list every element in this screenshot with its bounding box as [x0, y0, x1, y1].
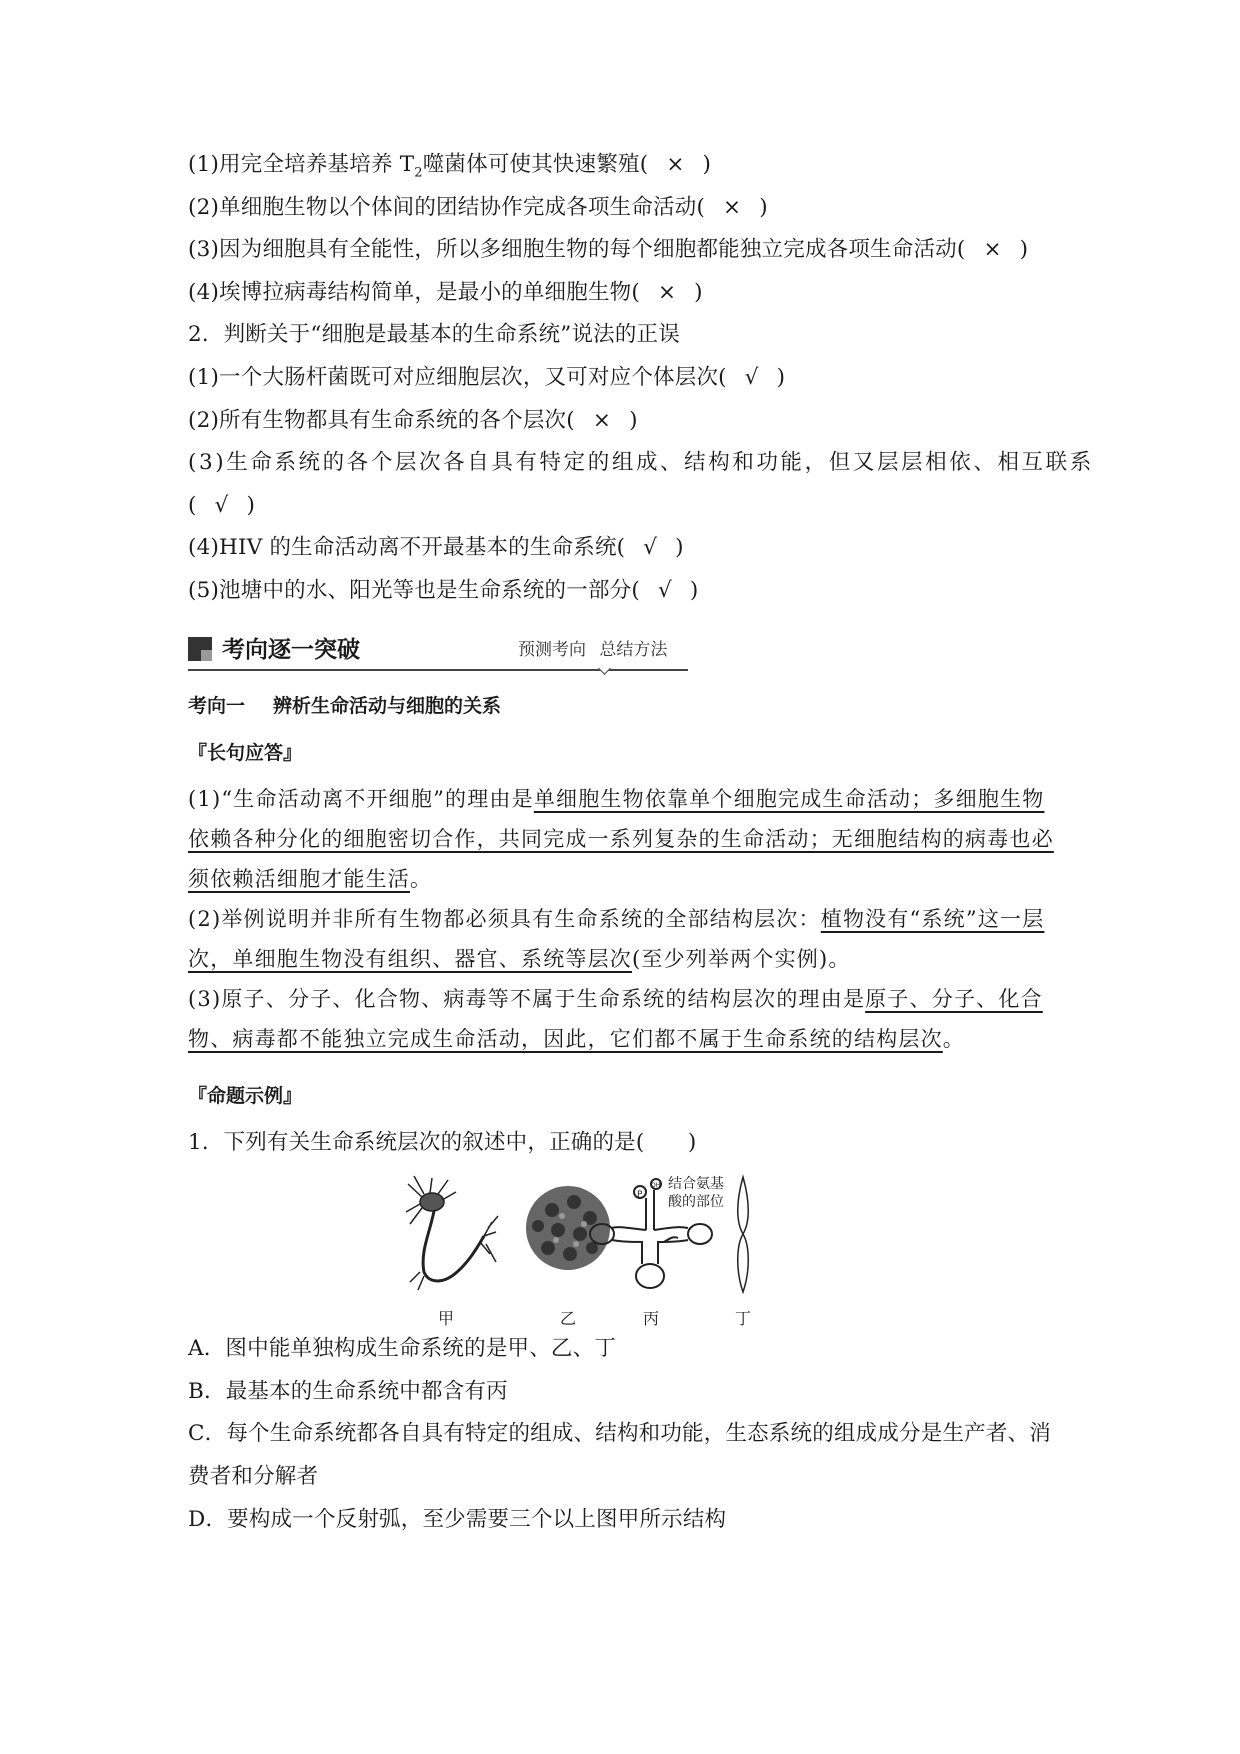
neuron-figure [400, 1172, 500, 1297]
answer-mark: √ [643, 535, 658, 561]
section-square-icon [188, 637, 212, 661]
answer-underline: 原子、分子、化合物、病毒都不能独立完成生命活动，因此，它们都不属于生命系统的结构层次 [188, 986, 1043, 1051]
answer-underline: 单细胞生物依靠单个细胞完成生命活动；多细胞生物依赖各种分化的细胞密切合作，共同完成一系列复杂的生命活动；无细胞结构的病毒也必须依赖活细胞才能生活 [188, 786, 1054, 891]
answer-mark: × [657, 279, 677, 305]
q1-item-4: (4)埃博拉病毒结构简单，是最小的单细胞生物( × ) [188, 272, 1060, 315]
answer-mark: √ [214, 492, 229, 518]
q1-item-2: (2)单细胞生物以个体间的团结协作完成各项生命活动( × ) [188, 187, 1060, 230]
q2-item-3: (3)生命系统的各个层次各自具有特定的组成、结构和功能，但又层层相依、相互联系 [188, 450, 1094, 476]
kaoxiang-heading: 考向一 辨析生命活动与细胞的关系 [188, 694, 502, 717]
answer-mark: √ [657, 577, 672, 603]
document-page [188, 144, 1094, 1541]
section-header [188, 627, 1060, 673]
figure-label-yi: 乙 [560, 1309, 577, 1329]
annotation-line-2: 酸的部位 [668, 1194, 724, 1211]
q2-item-3-cont: ( √ ) [188, 485, 1060, 528]
option-c: C．每个生命系统都各自具有特定的组成、结构和功能，生态系统的组成成分是生产者、消费者和分解者 [188, 1421, 1051, 1489]
q2-item-1: (1)一个大肠杆菌既可对应细胞层次，又可对应个体层次( √ ) [188, 357, 1060, 400]
section-divider [188, 669, 688, 671]
option-b: B．最基本的生命系统中都含有丙 [188, 1378, 508, 1404]
question-1: 1．下列有关生命系统层次的叙述中，正确的是( ) [188, 1129, 697, 1155]
long-answer-3: (3)原子、分子、化合物、病毒等不属于生命系统的结构层次的理由是原子、分子、化合物、病毒都不能独立完成生命活动，因此，它们都不属于生命系统的结构层次。 [188, 986, 1043, 1051]
option-a: A．图中能单独构成生命系统的是甲、乙、丁 [188, 1336, 617, 1362]
answer-mark: × [723, 194, 742, 220]
q2-list [188, 357, 1094, 613]
section-title: 考向逐一突破 [222, 636, 360, 663]
q2-item-4: (4)HIV 的生命活动离不开最基本的生命系统( √ ) [188, 527, 1060, 570]
answer-mark: × [592, 407, 612, 433]
q1-item-3: (3)因为细胞具有全能性，所以多细胞生物的每个细胞都能独立完成各项生命活动( × ) [188, 229, 1060, 272]
oh-label: OH [651, 1182, 661, 1190]
long-answer-1: (1)“生命活动离不开细胞”的理由是单细胞生物依靠单个细胞完成生命活动；多细胞生物依赖各种分化的细胞密切合作，共同完成一系列复杂的生命活动；无细胞结构的病毒也必须依赖活细胞才能生活。 [188, 786, 1054, 891]
q2-title: 2．判断关于“细胞是最基本的生命系统”说法的正误 [188, 322, 680, 348]
long-answer-heading: 『长句应答』 [188, 741, 303, 764]
answer-mark: × [666, 152, 685, 177]
q2-item-5: (5)池塘中的水、阳光等也是生命系统的一部分( √ ) [188, 570, 1060, 613]
q2-item-2: (2)所有生物都具有生命系统的各个层次( × ) [188, 400, 1060, 443]
chromosome-figure [728, 1172, 758, 1297]
p-label: P [637, 1190, 643, 1201]
figure-label-ding: 丁 [735, 1309, 752, 1329]
figure-label-jia: 甲 [438, 1309, 455, 1329]
answer-mark: √ [744, 364, 759, 390]
options-list [188, 1328, 1060, 1541]
long-answer-2: (2)举例说明并非所有生物都必须具有生命系统的全部结构层次：植物没有“系统”这一层次，单细胞生物没有组织、器官、系统等层次(至少列举两个实例)。 [188, 906, 1045, 971]
answer-underline: 植物没有“系统”这一层次，单细胞生物没有组织、器官、系统等层次 [188, 906, 1045, 971]
q1-item-1: (1)用完全培养基培养 $T_2$噬菌体可使其快速繁殖( × ) [188, 144, 1060, 187]
figure-label-bing: 丙 [643, 1309, 660, 1329]
q1-list [188, 144, 1060, 314]
question-figure [188, 1172, 1060, 1329]
answer-mark: × [983, 237, 1002, 263]
section-subtitle: 预测考向 总结方法 [518, 639, 668, 660]
example-heading: 『命题示例』 [188, 1084, 303, 1107]
long-answer-list [188, 779, 1060, 1059]
annotation-line-1: 结合氨基 [668, 1176, 724, 1193]
option-d: D．要构成一个反射弧，至少需要三个以上图甲所示结构 [188, 1506, 727, 1532]
